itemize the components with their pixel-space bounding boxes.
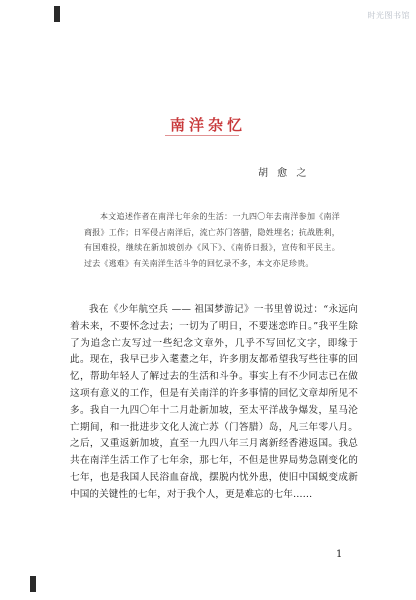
page-number: 1 — [336, 549, 343, 560]
article-abstract: 本文追述作者在南洋七年余的生活：一九四〇年去南洋参加《南洋商报》工作；日军侵占南洋后，流亡苏门答腊，隐姓埋名；抗战胜利，有国难投，继续在新加坡创办《风下》、《南侨日报》，宣传和平民主。过去《逃难》有关南洋生活斗争的回忆录不多，本文亦足珍贵。 — [84, 212, 340, 268]
article-author: 胡 愈 之 — [258, 168, 310, 179]
scan-edge-mark-bottom — [30, 576, 36, 592]
watermark: 时光图书馆 — [367, 11, 410, 20]
scan-edge-mark-top — [54, 6, 60, 22]
title-underline — [165, 135, 239, 136]
article-body: 我在《少年航空兵 —— 祖国梦游记》一书里曾说过：“永远向着未来，不要怀念过去；一切为了明日，不要迷恋昨日。”我平生除了为追念亡友写过一些纪念文章外，几乎不写回忆文字，即缘于此。现在，我早已步入耄耋之年，许多朋友都希望我写些往事的回忆，帮助年轻人了解过去的生活和斗争。事实上有不少同志已在做这项有意义的工作，但是有关南洋的许多事情的回忆文章却所见不多。我自一九四〇年十二月赴新加坡，至太平洋战争爆发，星马沦亡期间，和一批进步文化人流亡苏（门答腊）岛，凡三年零八月。之后，又重返新加坡，直至一九四八年三月离新经香港返国。我总共在南洋生活工作了七年余，那七年，不但是世界局势急剧变化的七年，也是我国人民浴血奋战，摆脱内忧外患，使旧中国蜕变成新中国的关键性的七年，对于我个人，更是难忘的七年…… — [70, 304, 358, 500]
article-title: 南洋杂忆 — [169, 116, 246, 134]
